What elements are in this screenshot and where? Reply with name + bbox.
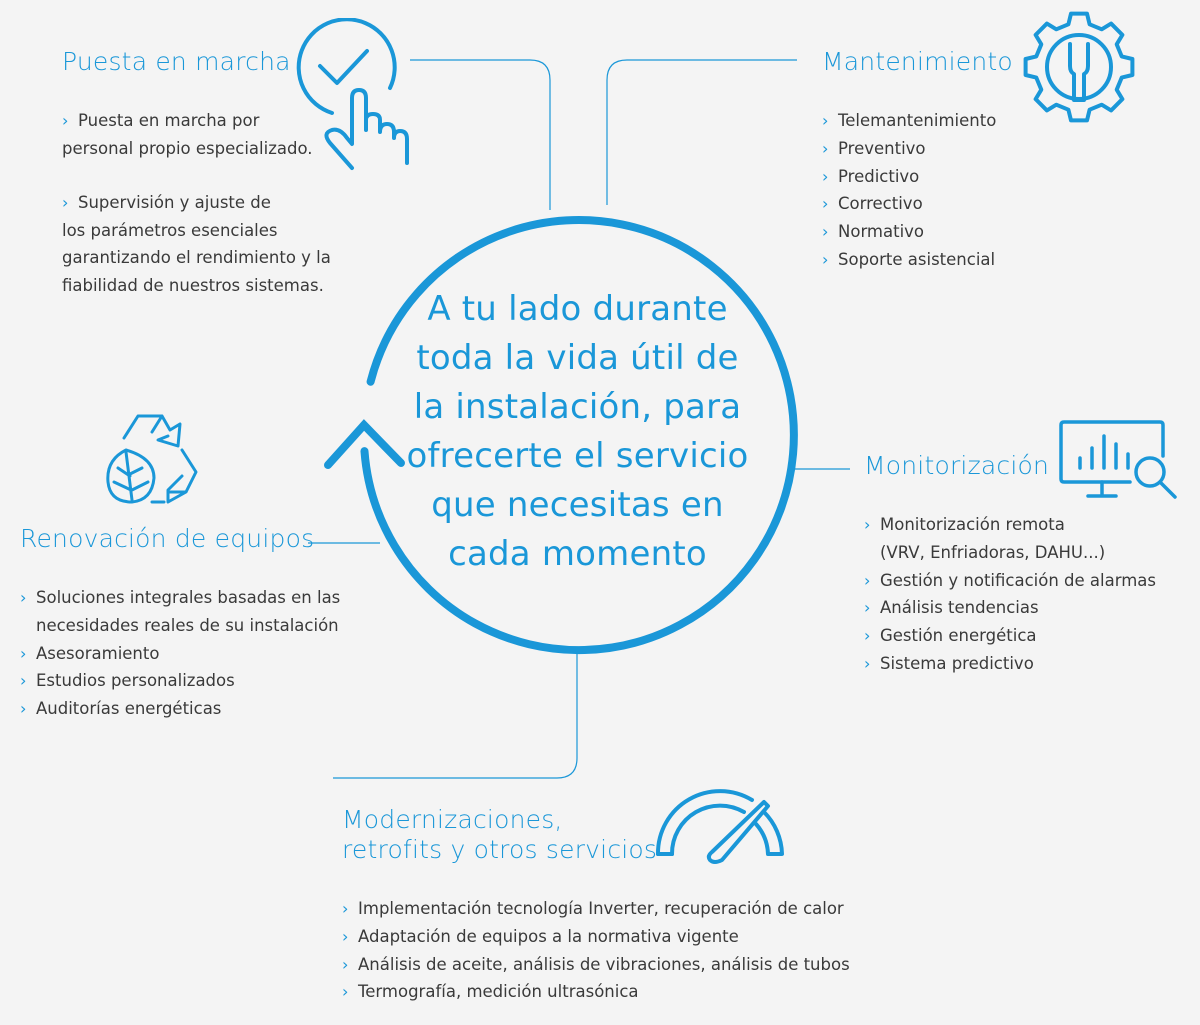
connector-modernizaciones	[333, 650, 577, 778]
item-line: garantizando el rendimiento y la	[62, 248, 331, 267]
item-text: Implementación tecnología Inverter, recuperación de calor	[358, 899, 844, 918]
list-item	[342, 923, 850, 951]
list-item	[822, 190, 1013, 218]
item-text: Correctivo	[838, 194, 923, 214]
center-line: ofrecerte el servicio	[406, 436, 749, 476]
chevron-right-icon: ›	[20, 588, 27, 607]
list-item	[20, 584, 340, 640]
chevron-right-icon: ›	[864, 626, 871, 646]
section-list	[864, 511, 1156, 678]
section-title: retrofits y otros servicios	[342, 835, 658, 864]
item-line: necesidades reales de su instalación	[36, 615, 339, 635]
center-line: que necesitas en	[431, 485, 724, 525]
chevron-right-icon: ›	[822, 194, 829, 214]
section-title: Mantenimiento	[822, 47, 1013, 76]
item-line: Soluciones integrales basadas en las	[36, 588, 341, 607]
section-list	[20, 584, 340, 723]
item-text: Gestión energética	[880, 626, 1037, 646]
chevron-right-icon: ›	[822, 111, 829, 130]
chevron-right-icon: ›	[864, 598, 871, 618]
item-text: Auditorías energéticas	[36, 699, 222, 719]
item-text: Predictivo	[838, 166, 920, 186]
item-text: Preventivo	[838, 138, 926, 158]
item-text: Termografía, medición ultrasónica	[358, 982, 639, 1002]
chevron-right-icon: ›	[864, 653, 871, 673]
item-text: Estudios personalizados	[36, 671, 235, 691]
chevron-right-icon: ›	[342, 899, 349, 918]
list-item	[342, 951, 850, 979]
chevron-right-icon: ›	[822, 222, 829, 242]
list-item	[822, 218, 1013, 246]
list-item	[20, 640, 340, 668]
list-item	[342, 895, 850, 923]
list-item	[62, 189, 331, 299]
gear-wrench-icon	[1020, 8, 1138, 126]
recycle-leaf-icon	[102, 410, 207, 510]
center-line: cada momento	[448, 534, 707, 574]
section-mantenimiento	[822, 47, 1013, 274]
item-line: los parámetros esenciales	[62, 220, 278, 240]
item-text: Telemantenimiento	[838, 111, 997, 130]
list-item	[20, 695, 340, 723]
chevron-right-icon: ›	[342, 954, 349, 974]
monitor-chart-icon	[1058, 418, 1183, 503]
item-line: (VRV, Enfriadoras, DAHU...)	[880, 542, 1106, 562]
section-list	[342, 895, 850, 1006]
item-text: Análisis de aceite, análisis de vibraciones, análisis de tubos	[358, 954, 850, 974]
chevron-right-icon: ›	[822, 249, 829, 269]
gauge-icon	[652, 788, 788, 866]
list-item	[342, 978, 850, 1006]
section-title: Puesta en marcha	[62, 47, 291, 76]
chevron-right-icon: ›	[342, 982, 349, 1002]
section-renovacion-de-equipos	[20, 524, 340, 723]
list-item	[864, 650, 1156, 678]
list-item	[822, 135, 1013, 163]
item-line: fiabilidad de nuestros sistemas.	[62, 275, 324, 295]
center-line: la instalación, para	[413, 387, 742, 427]
item-text: Adaptación de equipos a la normativa vigente	[358, 926, 739, 946]
item-line: Supervisión y ajuste de	[78, 193, 271, 212]
section-title: Renovación de equipos	[20, 524, 315, 553]
chevron-right-icon: ›	[20, 643, 27, 663]
chevron-right-icon: ›	[62, 111, 69, 130]
item-line: Puesta en marcha por	[78, 111, 260, 130]
item-line: personal propio especializado.	[62, 138, 313, 158]
list-item	[62, 107, 331, 162]
chevron-right-icon: ›	[62, 193, 69, 212]
touch-check-icon	[292, 18, 417, 178]
center-line: A tu lado durante	[427, 289, 728, 329]
section-title: Modernizaciones,	[342, 805, 563, 834]
list-item	[864, 511, 1156, 567]
list-item	[864, 622, 1156, 650]
list-item	[822, 163, 1013, 191]
list-item	[20, 667, 340, 695]
item-text: Sistema predictivo	[880, 653, 1034, 673]
list-item	[822, 246, 1013, 274]
section-list	[62, 107, 331, 299]
chevron-right-icon: ›	[864, 515, 871, 534]
section-title: Monitorización	[864, 451, 1050, 480]
list-item	[864, 567, 1156, 595]
item-text: Normativo	[838, 222, 925, 242]
chevron-right-icon: ›	[864, 570, 871, 590]
connector-mantenimiento	[607, 60, 797, 205]
list-item	[864, 594, 1156, 622]
item-text: Asesoramiento	[36, 643, 160, 663]
center-statement	[400, 285, 755, 579]
item-line: Monitorización remota	[880, 515, 1065, 534]
chevron-right-icon: ›	[20, 699, 27, 719]
center-line: toda la vida útil de	[416, 338, 739, 378]
connector-puesta	[410, 60, 550, 210]
item-text: Gestión y notificación de alarmas	[880, 570, 1156, 590]
section-puesta-en-marcha	[62, 47, 331, 299]
section-list	[822, 107, 1013, 274]
chevron-right-icon: ›	[822, 166, 829, 186]
item-text: Soporte asistencial	[838, 249, 996, 269]
item-text: Análisis tendencias	[880, 598, 1039, 618]
chevron-right-icon: ›	[20, 671, 27, 691]
list-item	[822, 107, 1013, 135]
chevron-right-icon: ›	[342, 926, 349, 946]
chevron-right-icon: ›	[822, 138, 829, 158]
